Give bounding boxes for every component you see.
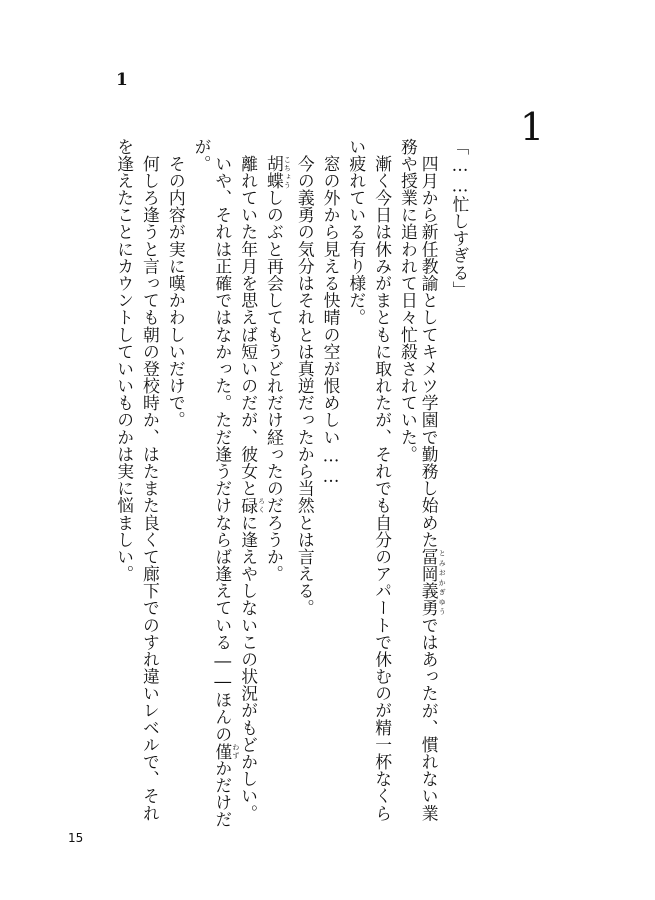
ruby-annotation: 胡蝶 こちょう <box>264 155 292 190</box>
vertical-text-block <box>112 138 472 858</box>
text-column: 窓の外から見える快晴の空が恨めしい…… <box>321 138 342 487</box>
text-column: が。 <box>192 138 213 173</box>
text-column: いや、それは正確ではなかった。ただ逢うだけならば逢えている――ほんの僅 わずかだけだ <box>212 138 240 829</box>
text-column: 務や授業に追われて日々忙殺されていた。 <box>398 138 419 463</box>
running-header-number: 1 <box>116 70 128 90</box>
text-column: 四月から新任教諭としてキメツ学園で勤務し始めた冨岡義勇 とみおかぎゆうではあったが、慣れない業 <box>419 138 447 822</box>
text-column: い疲れている有り様だ。 <box>346 138 367 326</box>
text-column: を逢えたことにカウントしていいものかは実に悩ましい。 <box>114 138 135 583</box>
text-column: 何しろ逢うと言っても朝の登校時か、はたまた良くて廊下でのすれ違いレベルで、それ <box>140 138 161 822</box>
chapter-number: 1 <box>520 105 545 149</box>
text-column: 胡蝶 こちょうしのぶと再会してもうどれだけ経ったのだろうか。 <box>264 155 292 583</box>
ruby-annotation: 冨岡義勇 とみおかぎゆう <box>419 548 447 617</box>
text-column: その内容が実に嘆かわしいだけで。 <box>166 138 187 429</box>
text-column: 今の義勇の気分はそれとは真逆だったから当然とは言える。 <box>295 138 316 617</box>
ruby-annotation: 碌 ろく <box>238 496 266 514</box>
ruby-annotation: 僅 わず <box>212 742 240 760</box>
text-column: 離れていた年月を思えば短いのだが、彼女と碌 ろくに逢えやしないこの状況がもどかしい。 <box>238 138 266 822</box>
text-column: 漸く今日は休みがまともに取れたが、それでも自分のアパートで休むのが精一杯なくら <box>372 138 393 822</box>
page-number: 15 <box>68 831 84 845</box>
text-column: 「……忙しすぎる」 <box>450 138 470 299</box>
